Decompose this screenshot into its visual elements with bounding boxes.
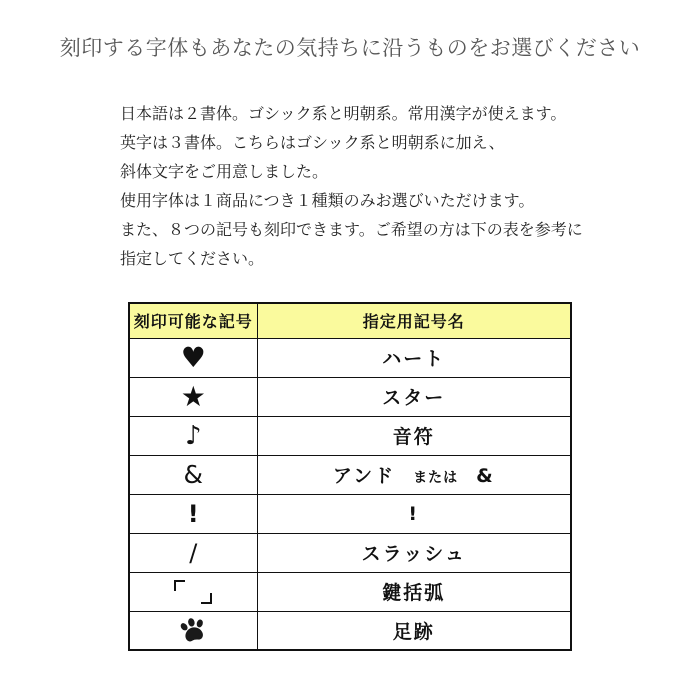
symbol-name-text: ! [408, 502, 420, 525]
heart-symbol: ♥ [129, 338, 257, 377]
header-engravable-symbols: 刻印可能な記号 [129, 303, 257, 338]
star-symbol: ★ [129, 377, 257, 416]
open-bracket-icon [174, 580, 185, 591]
symbol-table-wrap [128, 302, 572, 651]
description-line: 日本語は２書体。ゴシック系と明朝系。常用漢字が使えます。 [120, 104, 567, 123]
symbol-name-text: 足跡 [392, 620, 435, 643]
symbol-name-cell [257, 494, 571, 533]
slash-symbol: / [129, 533, 257, 572]
symbol-table-body [129, 338, 571, 650]
symbol-name-text: アンド [332, 465, 396, 487]
header-designation-names: 指定用記号名 [257, 303, 571, 338]
description-line: 使用字体は１商品につき１種類のみお選びいただけます。 [120, 191, 535, 210]
description-line: 指定してください。 [120, 249, 265, 268]
paw-icon [129, 611, 257, 650]
symbol-name-cell [257, 533, 571, 572]
table-row [129, 533, 571, 572]
symbol-name-text: スラッシュ [361, 543, 466, 565]
symbol-name-text: & [476, 465, 495, 487]
symbol-name-text: スター [382, 387, 446, 409]
symbol-name-cell [257, 377, 571, 416]
description-line: また、８つの記号も刻印できます。ご希望の方は下の表を参考に [120, 220, 583, 239]
table-row [129, 572, 571, 611]
symbol-name-cell [257, 572, 571, 611]
description-paragraph [120, 99, 583, 273]
symbol-table [128, 302, 572, 651]
symbol-name-text: 鍵括弧 [382, 582, 446, 604]
symbol-name-text: ハート [382, 348, 446, 370]
symbol-name-cell [257, 416, 571, 455]
table-row [129, 494, 571, 533]
exclamation-symbol: ! [129, 494, 257, 533]
table-row [129, 455, 571, 494]
table-row [129, 416, 571, 455]
symbol-name-text: 音符 [392, 426, 435, 448]
symbol-table-header [129, 303, 571, 338]
table-row [129, 611, 571, 650]
description-line: 英字は３書体。こちらはゴシック系と明朝系に加え、 [120, 133, 505, 152]
description-line: 斜体文字をご用意しました。 [120, 162, 329, 181]
page-title: 刻印する字体もあなたの気持ちに沿うものをお選びください [59, 36, 641, 60]
header-row [129, 303, 571, 338]
ampersand-symbol: & [129, 455, 257, 494]
symbol-name-text: または [413, 470, 459, 486]
table-row [129, 338, 571, 377]
table-row [129, 377, 571, 416]
symbol-name-cell [257, 611, 571, 650]
note-symbol: ♪ [129, 416, 257, 455]
brackets-symbol [129, 572, 257, 611]
close-bracket-icon [201, 593, 212, 604]
symbol-name-cell [257, 455, 571, 494]
symbol-name-cell [257, 338, 571, 377]
